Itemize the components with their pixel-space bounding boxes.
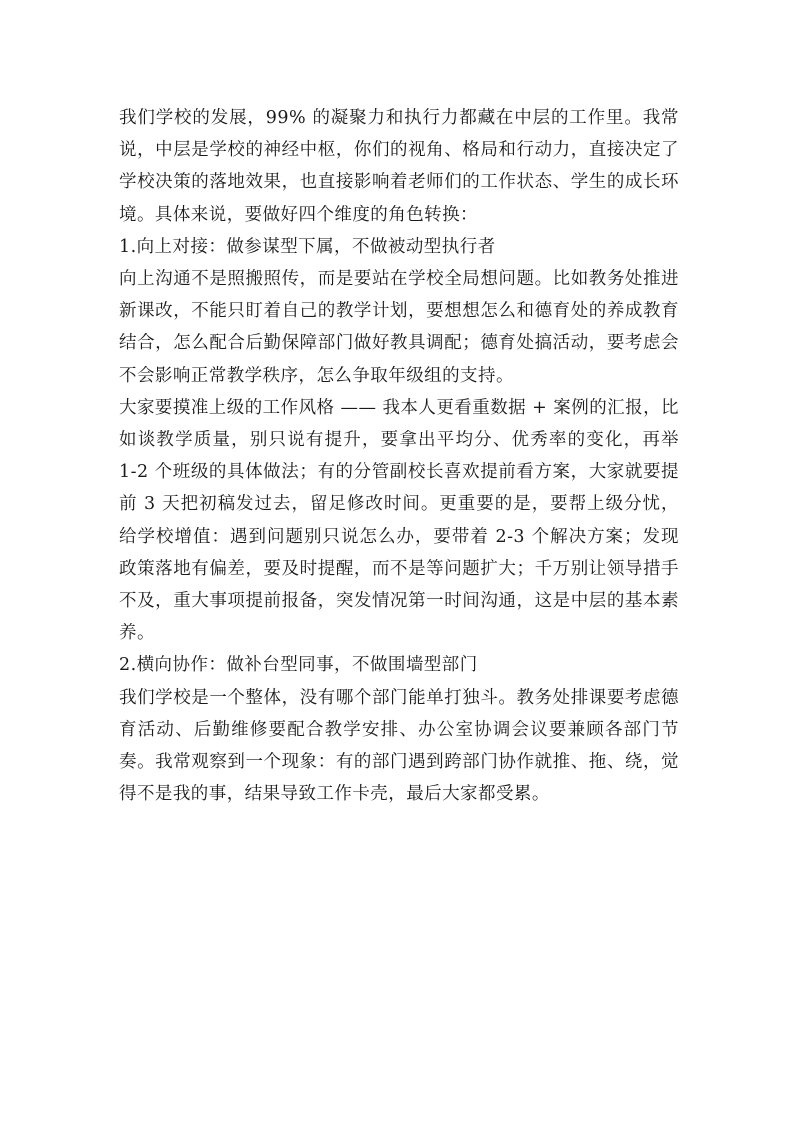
- intro-paragraph: 我们学校的发展，99% 的凝聚力和执行力都藏在中层的工作里。我常说，中层是学校的神经中枢，你们的视角、格局和行动力，直接决定了学校决策的落地效果，也直接影响着老师们的工作状态、学生的成长环境。具体来说，要做好四个维度的角色转换：: [119, 108, 679, 225]
- upward-paragraph-2: 大家要摸准上级的工作风格 —— 我本人更看重数据 + 案例的汇报，比如谈教学质量，别只说有提升，要拿出平均分、优秀率的变化，再举 1-2 个班级的具体做法；有的分管副校长喜欢提前看方案，大家就要提前 3 天把初稿发过去，留足修改时间。更重要的是，要帮上级分忧，给学校增值：遇到问题别只说怎么办，要带着 2-3 个解决方案；发现政策落地有偏差，要及时提醒，而不是等问题扩大；千万别让领导措手不及，重大事项提前报备，突发情况第一时间沟通，这是中层的基本素养。: [119, 397, 679, 644]
- upward-paragraph-1: 向上沟通不是照搬照传，而是要站在学校全局想问题。比如教务处推进新课改，不能只盯着自己的教学计划，要想想怎么和德育处的养成教育结合，怎么配合后勤保障部门做好教具调配；德育处搞活动，要考虑会不会影响正常教学秩序，怎么争取年级组的支持。: [119, 269, 679, 386]
- lateral-paragraph-1: 我们学校是一个整体，没有哪个部门能单打独斗。教务处排课要考虑德育活动、后勤维修要配合教学安排、办公室协调会议要兼顾各部门节奏。我常观察到一个现象：有的部门遇到跨部门协作就推、拖、绕，觉得不是我的事，结果导致工作卡壳，最后大家都受累。: [119, 687, 679, 805]
- document-body: [119, 102, 679, 810]
- section-heading-upward: 1.向上对接：做参谋型下属，不做被动型执行者: [119, 236, 496, 257]
- section-heading-lateral: 2.横向协作：做补台型同事，不做围墙型部门: [119, 655, 478, 676]
